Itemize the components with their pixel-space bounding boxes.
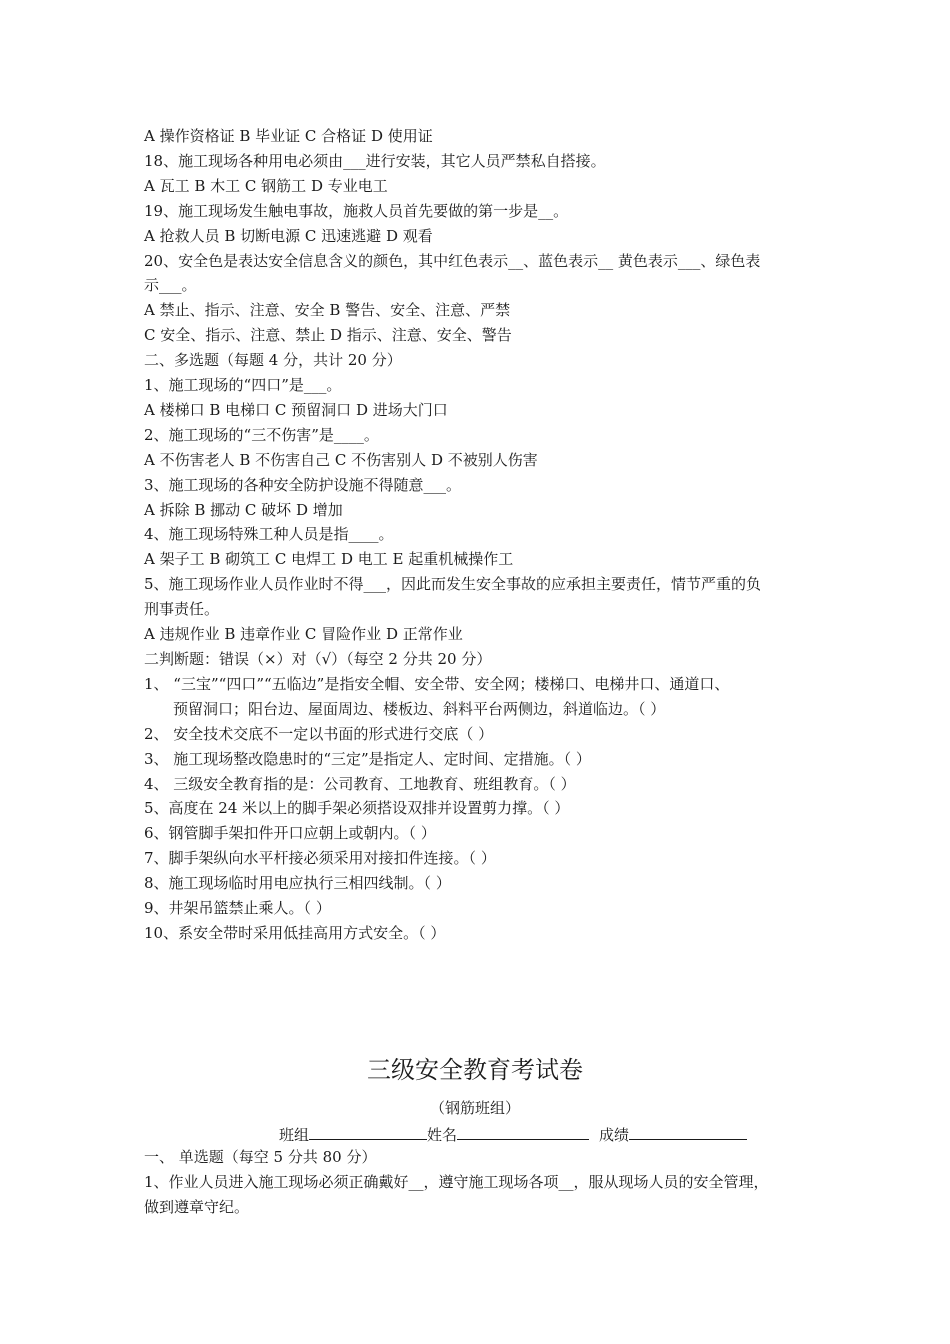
question-18-options: A 瓦工 B 木工 C 钢筋工 D 专业电工 [144, 177, 388, 195]
multi-question-5-options: A 违规作业 B 违章作业 C 冒险作业 D 正常作业 [144, 625, 463, 643]
name-label: 姓名 [427, 1126, 458, 1144]
section-multiple-choice-heading: 二、多选题（每题 4 分，共计 20 分） [144, 351, 402, 369]
multi-question-3-text: 3、施工现场的各种安全防护设施不得随意___。 [144, 476, 462, 494]
multi-question-1-text: 1、施工现场的“四口”是___。 [144, 376, 342, 394]
multi-question-5-text-cont: 刑事责任。 [144, 600, 220, 618]
single-question-1-text: 1、作业人员进入施工现场必须正确戴好__，遵守施工现场各项__，服从现场人员的安全管理， [144, 1173, 769, 1191]
class-blank [309, 1123, 427, 1140]
exam-info-fields [279, 1123, 747, 1145]
judge-question-10: 10、系安全带时采用低挂高用方式安全。（ ） [144, 924, 446, 942]
judge-question-8: 8、施工现场临时用电应执行三相四线制。（ ） [144, 874, 451, 892]
section-true-false-heading: 二判断题：错误（×）对（√）（每空 2 分共 20 分） [144, 650, 492, 668]
multi-question-1-options: A 楼梯口 B 电梯口 C 预留洞口 D 进场大门口 [144, 401, 448, 419]
judge-question-1-text-cont: 预留洞口；阳台边、屋面周边、楼板边、斜料平台两侧边，斜道临边。（ ） [173, 700, 666, 718]
multi-question-2-text: 2、施工现场的“三不伤害”是____。 [144, 426, 379, 444]
exam-title: 三级安全教育考试卷 [367, 1056, 583, 1084]
multi-question-4-options: A 架子工 B 砌筑工 C 电焊工 D 电工 E 起重机械操作工 [144, 550, 514, 568]
question-20-options-cd: C 安全、指示、注意、禁止 D 指示、注意、安全、警告 [144, 326, 512, 344]
judge-question-5: 5、高度在 24 米以上的脚手架必须搭设双排并设置剪力撑。（ ） [144, 799, 570, 817]
score-blank [629, 1123, 747, 1140]
score-label: 成绩 [599, 1126, 630, 1144]
question-20-text: 20、安全色是表达安全信息含义的颜色，其中红色表示__、蓝色表示__ 黄色表示___、绿色表 [144, 252, 761, 270]
question-20-text-cont: 示___。 [144, 276, 197, 294]
name-blank [457, 1123, 589, 1140]
multi-question-5-text: 5、施工现场作业人员作业时不得___，因此而发生安全事故的应承担主要责任，情节严重的负 [144, 575, 762, 593]
judge-question-1-text: 1、 “三宝”“四口”“五临边”是指安全帽、安全带、安全网；楼梯口、电梯井口、通道口、 [144, 675, 730, 693]
judge-question-6: 6、钢管脚手架扣件开口应朝上或朝内。（ ） [144, 824, 436, 842]
question-18-text: 18、施工现场各种用电必须由___进行安装，其它人员严禁私自搭接。 [144, 152, 606, 170]
judge-question-4: 4、 三级安全教育指的是：公司教育、工地教育、班组教育。（ ） [144, 775, 576, 793]
question-19-options: A 抢救人员 B 切断电源 C 迅速逃避 D 观看 [144, 227, 433, 245]
single-question-1-text-cont: 做到遵章守纪。 [144, 1198, 250, 1216]
judge-question-9: 9、井架吊篮禁止乘人。（ ） [144, 899, 331, 917]
exam-subtitle: （钢筋班组） [429, 1099, 520, 1117]
multi-question-4-text: 4、施工现场特殊工种人员是指____。 [144, 525, 394, 543]
question-17-options: A 操作资格证 B 毕业证 C 合格证 D 使用证 [144, 127, 433, 145]
question-20-options-ab: A 禁止、指示、注意、安全 B 警告、安全、注意、严禁 [144, 301, 511, 319]
section-single-choice-heading: 一、 单选题（每空 5 分共 80 分） [144, 1148, 377, 1166]
question-19-text: 19、施工现场发生触电事故，施救人员首先要做的第一步是__。 [144, 202, 569, 220]
class-label: 班组 [279, 1126, 310, 1144]
judge-question-3: 3、 施工现场整改隐患时的“三定”是指定人、定时间、定措施。（ ） [144, 750, 591, 768]
judge-question-7: 7、脚手架纵向水平杆接必须采用对接扣件连接。（ ） [144, 849, 496, 867]
multi-question-2-options: A 不伤害老人 B 不伤害自己 C 不伤害别人 D 不被别人伤害 [144, 451, 538, 469]
judge-question-2: 2、 安全技术交底不一定以书面的形式进行交底（ ） [144, 725, 494, 743]
multi-question-3-options: A 拆除 B 挪动 C 破坏 D 增加 [144, 501, 343, 519]
